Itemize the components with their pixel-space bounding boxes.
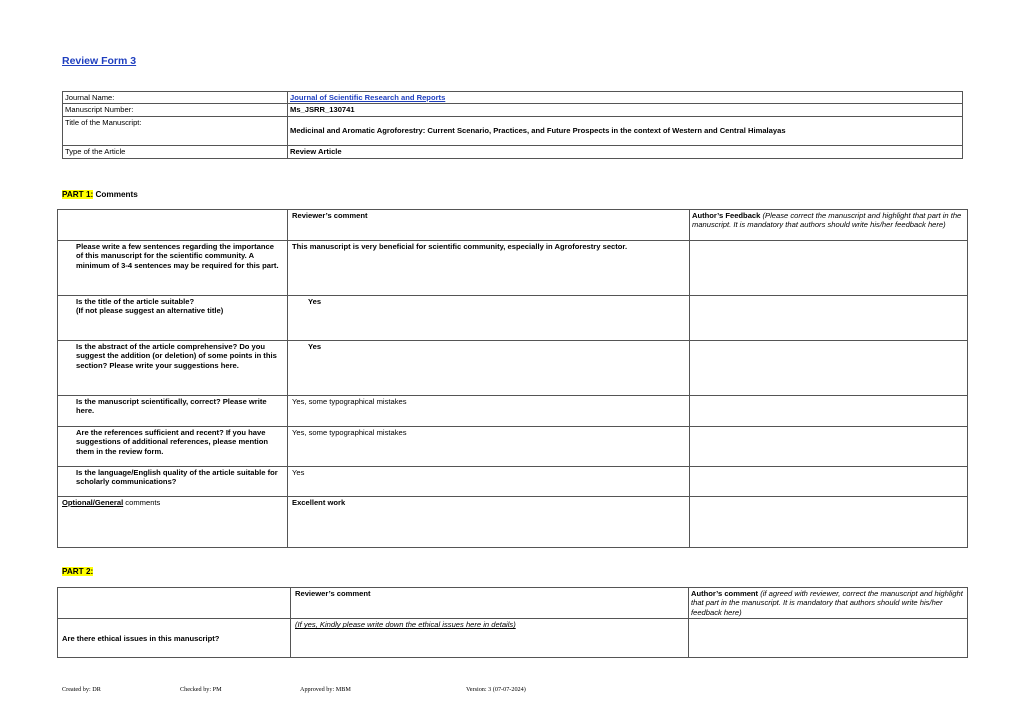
question-language: Is the language/English quality of the article suitable for scholarly communications? (58, 467, 288, 497)
author-feedback-title[interactable] (690, 296, 968, 341)
question-title-line2: (If not please suggest an alternative title) (76, 306, 224, 316)
journal-name-link[interactable]: Journal of Scientific Research and Reports (290, 93, 446, 102)
table-row (58, 396, 968, 427)
ethics-author-comment[interactable] (689, 619, 968, 658)
table-row (58, 296, 968, 341)
form-title: Review Form 3 (62, 55, 137, 67)
author-feedback-optional[interactable] (690, 497, 968, 548)
journal-name-label: Journal Name: (63, 92, 288, 104)
ethics-question-text: Are there ethical issues in this manuscript? (62, 633, 220, 643)
table-row (58, 497, 968, 548)
table-row (63, 104, 963, 116)
author-feedback-language[interactable] (690, 467, 968, 497)
manuscript-number-value: Ms_JSRR_130741 (288, 104, 963, 116)
question-abstract: Is the abstract of the article comprehensive? Do you suggest the addition (or deletion) of some points in this section? Please write your suggestions here. (58, 341, 288, 396)
part1-reviewer-header: Reviewer’s comment (288, 210, 690, 241)
article-type-label: Type of the Article (63, 145, 288, 158)
article-type-value: Review Article (288, 145, 963, 158)
part1-author-header (690, 210, 968, 241)
reviewer-comment-language[interactable]: Yes (288, 467, 690, 497)
ethics-question (58, 619, 291, 658)
reviewer-comment-importance[interactable]: This manuscript is very beneficial for scientific community, especially in Agroforestry sector. (288, 241, 690, 296)
part2-label: PART 2: (62, 567, 94, 576)
ethics-reviewer-comment[interactable] (291, 619, 689, 658)
reviewer-comment-title[interactable]: Yes (288, 296, 690, 341)
table-row (58, 619, 968, 658)
table-row (63, 145, 963, 158)
manuscript-info-table (62, 91, 963, 159)
part1-label: PART 1: (62, 190, 94, 199)
part2-empty-header (58, 588, 291, 619)
reviewer-comment-abstract[interactable]: Yes (288, 341, 690, 396)
table-row (58, 210, 968, 241)
footer-approved-by: Approved by: MBM (300, 686, 351, 693)
part1-author-header-note: (Please correct the manuscript and highlight that part in the manuscript. It is mandatory that authors should write his/her feedback here) (692, 211, 962, 230)
question-title-line1: Is the title of the article suitable? (76, 297, 195, 306)
table-row (63, 116, 963, 145)
reviewer-comment-references[interactable]: Yes, some typographical mistakes (288, 427, 690, 467)
part2-author-header-note: (if agreed with reviewer, correct the manuscript and highlight that part in the manuscript. It is mandatory that authors should write his/her feedback here) (691, 589, 963, 617)
ethics-reviewer-note: (If yes, Kindly please write down the ethical issues here in details) (295, 620, 516, 630)
optional-label: Optional/General (62, 498, 124, 507)
question-scientific: Is the manuscript scientifically, correct? Please write here. (58, 396, 288, 427)
table-row (58, 427, 968, 467)
table-row (58, 588, 968, 619)
part1-author-header-bold: Author’s Feedback (692, 211, 761, 220)
author-feedback-abstract[interactable] (690, 341, 968, 396)
manuscript-title-label: Title of the Manuscript: (63, 116, 288, 145)
manuscript-number-label: Manuscript Number: (63, 104, 288, 116)
part1-comments-table (57, 209, 968, 548)
part2-ethics-table (57, 587, 968, 658)
footer-checked-by: Checked by: PM (180, 686, 222, 693)
manuscript-title-text: Medicinal and Aromatic Agroforestry: Current Scenario, Practices, and Future Prospects in the context of Western and Central Himalayas (290, 126, 786, 136)
table-row (63, 92, 963, 104)
question-title (58, 296, 288, 341)
author-feedback-scientific[interactable] (690, 396, 968, 427)
optional-comments-label (58, 497, 288, 548)
journal-name-value[interactable] (288, 92, 963, 104)
reviewer-comment-scientific[interactable]: Yes, some typographical mistakes (288, 396, 690, 427)
table-row (58, 467, 968, 497)
manuscript-title-value (288, 116, 963, 145)
author-feedback-references[interactable] (690, 427, 968, 467)
author-feedback-importance[interactable] (690, 241, 968, 296)
footer-created-by: Created by: DR (62, 686, 101, 693)
table-row (58, 241, 968, 296)
part1-empty-header (58, 210, 288, 241)
part2-reviewer-header: Reviewer’s comment (291, 588, 689, 619)
optional-suffix: comments (123, 498, 161, 507)
part2-author-header-bold: Author’s comment (691, 589, 759, 598)
part2-heading (62, 567, 93, 576)
part1-suffix: Comments (93, 190, 138, 199)
question-importance: Please write a few sentences regarding the importance of this manuscript for the scientific community. A minimum of 3-4 sentences may be required for this part. (58, 241, 288, 296)
part2-author-header (689, 588, 968, 619)
question-references: Are the references sufficient and recent? If you have suggestions of additional references, please mention them in the review form. (58, 427, 288, 467)
reviewer-comment-optional[interactable]: Excellent work (288, 497, 690, 548)
part1-heading (62, 190, 138, 199)
footer-version: Version: 3 (07-07-2024) (466, 686, 526, 693)
table-row (58, 341, 968, 396)
